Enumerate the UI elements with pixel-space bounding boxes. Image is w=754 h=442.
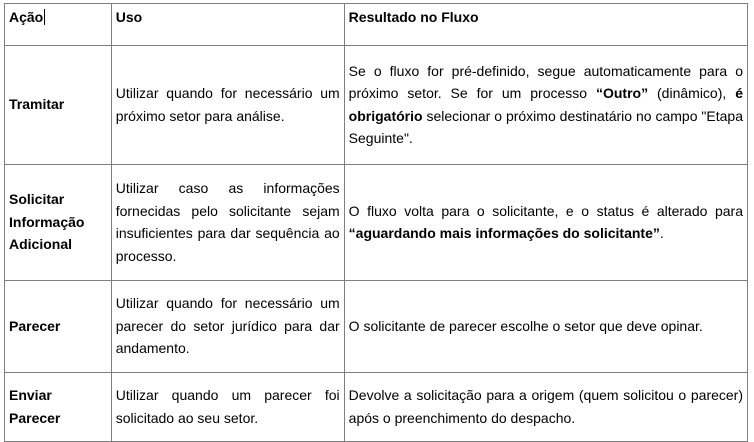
header-uso[interactable]: Uso xyxy=(111,4,344,46)
cell-uso[interactable]: Utilizar quando for necessário um próximo setor para análise. xyxy=(111,46,344,165)
header-acao-label: Ação xyxy=(9,9,44,25)
table-row xyxy=(5,373,748,442)
cell-resultado[interactable] xyxy=(344,165,747,281)
bold-text-run: “aguardando mais informações do solicitante” xyxy=(348,225,660,241)
cell-uso[interactable]: Utilizar quando um parecer foi solicitado ao seu setor. xyxy=(111,373,344,442)
cell-acao[interactable]: Parecer xyxy=(5,281,112,373)
text-run: selecionar o próximo destinatário no campo "Etapa Seguinte". xyxy=(348,107,743,146)
text-run: (dinâmico), xyxy=(648,85,736,101)
cell-acao[interactable]: Enviar Parecer xyxy=(5,373,112,442)
table-row xyxy=(5,46,748,165)
cell-uso[interactable]: Utilizar caso as informações fornecidas pelo solicitante sejam insuficientes para dar sequência ao processo. xyxy=(111,165,344,281)
cell-acao[interactable]: Tramitar xyxy=(5,46,112,165)
cell-acao[interactable] xyxy=(5,165,112,281)
acao-line: Informação xyxy=(9,213,85,230)
cell-resultado[interactable]: Devolve a solicitação para a origem (quem solicitou o parecer) após o preenchimento do despacho. xyxy=(344,373,747,442)
table-row xyxy=(5,165,748,281)
bold-text-run: “Outro” xyxy=(595,85,649,101)
text-run: . xyxy=(659,225,664,241)
bold-text-run: obrigatório xyxy=(348,107,423,124)
header-acao[interactable] xyxy=(5,4,112,46)
cell-uso[interactable]: Utilizar quando for necessário um parecer do setor jurídico para dar andamento. xyxy=(111,281,344,373)
bold-text-run: é xyxy=(735,85,743,101)
cell-resultado[interactable]: O solicitante de parecer escolhe o setor que deve opinar. xyxy=(344,281,747,373)
text-run: Se o fluxo for pré-definido, segue automaticamente para o próximo setor. Se for um processo xyxy=(348,62,743,101)
cell-resultado[interactable] xyxy=(344,46,747,165)
acao-line: Solicitar xyxy=(9,191,65,208)
table-header-row xyxy=(5,4,748,46)
text-cursor xyxy=(44,9,45,25)
acao-line: Adicional xyxy=(9,236,73,253)
text-run: O fluxo volta para o solicitante, e o status é alterado para xyxy=(348,202,743,219)
header-resultado[interactable]: Resultado no Fluxo xyxy=(344,4,747,46)
table-row xyxy=(5,281,748,373)
actions-table xyxy=(4,3,748,442)
